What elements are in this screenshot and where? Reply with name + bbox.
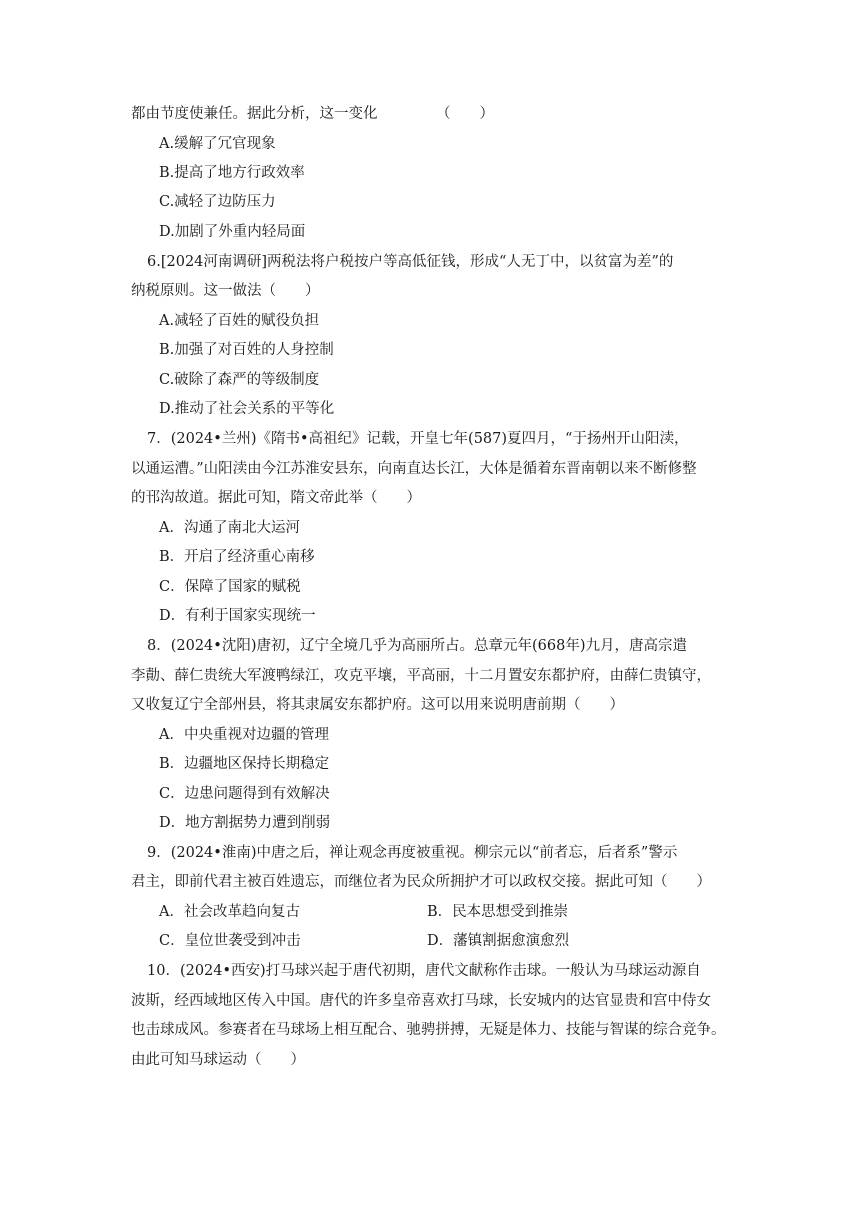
- q7-option-b: B．开启了经济重心南移: [159, 549, 315, 565]
- q8-stem-line-2: 李勣、薛仁贵统大军渡鸭绿江，攻克平壤，平高丽，十二月置安东都护府，由薛仁贵镇守，: [131, 668, 711, 684]
- q8-option-d: D．地方割据势力遭到削弱: [159, 815, 331, 831]
- q6-stem-line-2: 纳税原则。这一做法（ ）: [131, 283, 320, 299]
- q10-stem-line-3: 也击球成风。参赛者在马球场上相互配合、驰骋拼搏，无疑是体力、技能与智谋的综合竞争。: [131, 1022, 726, 1038]
- q5-option-c: C.减轻了边防压力: [159, 194, 276, 210]
- q5-option-a: A.缓解了冗官现象: [159, 136, 276, 152]
- q9-option-a: A．社会改革趋向复古: [159, 904, 300, 920]
- q5-stem-tail: [131, 104, 378, 124]
- q8-option-c: C．边患问题得到有效解决: [159, 786, 330, 802]
- q5-stem-text: 都由节度使兼任。据此分析，这一变化: [131, 106, 378, 122]
- q9-option-c: C．皇位世袭受到冲击: [159, 933, 301, 949]
- q5-option-b: B.提高了地方行政效率: [159, 165, 305, 181]
- q6-option-a: A.减轻了百姓的赋役负担: [159, 313, 320, 329]
- q8-option-b: B．边疆地区保持长期稳定: [159, 756, 330, 772]
- q10-stem-line-4: 由此可知马球运动（ ）: [131, 1052, 305, 1068]
- q5-answer-paren: （ ）: [436, 106, 494, 122]
- q7-stem-line-2: 以通运漕。”山阳渎由今江苏淮安县东，向南直达长江，大体是循着东晋南朝以来不断修整: [131, 461, 697, 477]
- q10-stem-line-1: 10．(2024•西安)打马球兴起于唐代初期，唐代文献称作击球。一般认为马球运动源自: [147, 963, 701, 979]
- q6-option-c: C.破除了森严的等级制度: [159, 372, 320, 388]
- q8-stem-line-3: 又收复辽宁全部州县，将其隶属安东都护府。这可以用来说明唐前期（ ）: [131, 697, 624, 713]
- q6-stem-line-1: 6.[2024河南调研]两税法将户税按户等高低征钱，形成“人无丁中，以贫富为差”的: [147, 254, 674, 270]
- q8-stem-line-1: 8．(2024•沈阳)唐初，辽宁全境几乎为高丽所占。总章元年(668年)九月，唐高宗遣: [147, 638, 687, 654]
- q9-option-b: B．民本思想受到推崇: [427, 904, 569, 920]
- q7-option-a: A．沟通了南北大运河: [159, 520, 300, 536]
- q5-option-d: D.加剧了外重内轻局面: [159, 224, 306, 240]
- q7-option-c: C．保障了国家的赋税: [159, 579, 301, 595]
- q8-option-a: A．中央重视对边疆的管理: [159, 727, 329, 743]
- q10-stem-line-2: 波斯，经西域地区传入中国。唐代的许多皇帝喜欢打马球，长安城内的达官显贵和宫中侍女: [131, 993, 711, 1009]
- q9-option-d: D．藩镇割据愈演愈烈: [427, 933, 570, 949]
- q6-option-b: B.加强了对百姓的人身控制: [159, 342, 334, 358]
- q9-stem-line-1: 9．(2024•淮南)中唐之后，禅让观念再度被重视。柳宗元以“前者忘，后者系”警示: [147, 845, 678, 861]
- q7-stem-line-1: 7．(2024•兰州)《隋书•高祖纪》记载，开皇七年(587)夏四月，“于扬州开山阳渎，: [147, 431, 689, 447]
- q7-stem-line-3: 的邗沟故道。据此可知，隋文帝此举（ ）: [131, 490, 421, 506]
- q7-option-d: D．有利于国家实现统一: [159, 608, 316, 624]
- q6-option-d: D.推动了社会关系的平等化: [159, 401, 335, 417]
- q9-stem-line-2: 君主，即前代君主被百姓遗忘，而继位者为民众所拥护才可以政权交接。据此可知（ ）: [131, 874, 711, 890]
